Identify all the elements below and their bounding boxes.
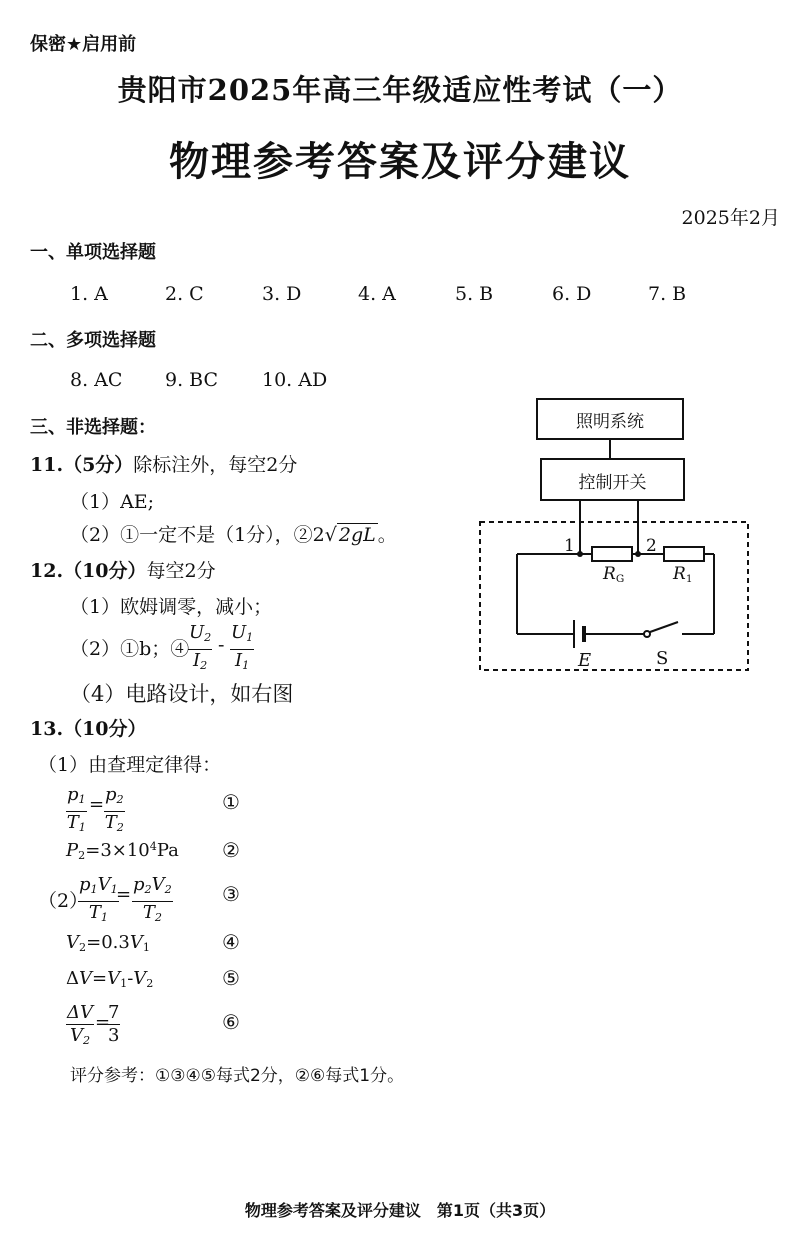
question-number: 13. xyxy=(30,718,64,740)
lighting-system-label: 照明系统 xyxy=(576,412,644,432)
eq-sub: 2 xyxy=(116,821,124,835)
battery-label: E xyxy=(578,650,592,671)
grading-note: 评分参考：①③④⑤每式2分，②⑥每式1分。 xyxy=(70,1066,405,1086)
resistor-r1 xyxy=(664,547,704,561)
resistor-symbol: R xyxy=(603,564,616,584)
dashed-boundary xyxy=(480,522,748,670)
question-score: （5分） xyxy=(63,454,134,476)
resistor-symbol: R xyxy=(673,564,686,584)
eq3-marker: ③ xyxy=(222,882,240,906)
q12-part1: （1）欧姆调零，减小； xyxy=(70,596,273,618)
q13-part1-intro: （1）由查理定律得： xyxy=(38,754,222,776)
eq-symbol: p xyxy=(105,784,117,805)
eq6-marker: ⑥ xyxy=(222,1010,240,1034)
eq-symbol: T xyxy=(142,902,155,924)
eq-text: Pa xyxy=(156,840,179,862)
frac-num: U xyxy=(189,622,205,643)
eq-sub: 1 xyxy=(78,793,86,807)
equals-sign: = xyxy=(95,1012,111,1033)
answer-item: 9. BC xyxy=(165,369,219,391)
question-score: （10分） xyxy=(63,560,147,582)
section-heading-single-choice: 一、单项选择题 xyxy=(30,242,156,263)
eq-sub: 2 xyxy=(154,911,162,925)
eq-number: 7 xyxy=(108,1002,120,1023)
frac-den-sub: 2 xyxy=(200,659,208,673)
q11-part1: （1）AE; xyxy=(70,491,155,513)
resistor-sub: 1 xyxy=(685,572,693,585)
eq-sub: 2 xyxy=(78,849,86,863)
eq-symbol: p xyxy=(133,874,145,895)
question-number: 12. xyxy=(30,560,64,582)
eq-symbol: V xyxy=(133,968,147,989)
eq-text: Δ xyxy=(66,968,79,989)
eq-sub: 1 xyxy=(142,941,150,955)
eq-sub: 2 xyxy=(164,883,172,897)
question-11-header xyxy=(30,450,297,477)
eq-symbol: P xyxy=(66,840,79,862)
eq-sub: 1 xyxy=(110,883,118,897)
eq2 xyxy=(66,840,179,862)
resistor-r1-label xyxy=(673,564,693,585)
eq-text: =0.3 xyxy=(86,932,130,953)
eq-sub: 2 xyxy=(116,793,124,807)
minus-sign: - xyxy=(218,634,225,656)
control-switch-label: 控制开关 xyxy=(578,473,647,493)
resistor-sub: G xyxy=(615,572,625,585)
answer-item: 6. D xyxy=(552,283,592,305)
eq1-rhs-fraction xyxy=(104,784,125,839)
eq-symbol: T xyxy=(88,902,101,924)
eq-sub: 1 xyxy=(120,977,128,991)
resistor-rg-label xyxy=(603,564,624,585)
eq-sub: 1 xyxy=(90,883,98,897)
question-12-header xyxy=(30,556,216,583)
eq-symbol: p xyxy=(79,874,91,895)
eq5-marker: ⑤ xyxy=(222,966,240,990)
eq-symbol: V xyxy=(129,932,143,953)
answer-item: 3. D xyxy=(262,283,302,305)
node-1-label: 1 xyxy=(564,536,575,556)
eq-sub: 1 xyxy=(100,911,108,925)
eq-number: 3 xyxy=(108,1025,120,1046)
frac-den-sub: 1 xyxy=(242,659,250,673)
node-2-dot xyxy=(635,551,641,557)
eq2-marker: ② xyxy=(222,838,240,862)
q12-part4: （4）电路设计，如右图 xyxy=(70,682,294,706)
eq-sup: 4 xyxy=(149,840,157,853)
eq4 xyxy=(66,932,150,954)
resistor-rg xyxy=(592,547,632,561)
equals-sign: = xyxy=(89,794,105,815)
eq-text: - xyxy=(127,968,134,989)
question-number: 11. xyxy=(30,454,64,476)
eq-symbol: V xyxy=(66,932,79,953)
fraction-u1-over-i1 xyxy=(230,622,254,677)
eq-sub: 1 xyxy=(78,821,86,835)
eq3-lhs-fraction xyxy=(78,874,119,929)
eq3-rhs-fraction xyxy=(132,874,173,929)
eq-symbol: p xyxy=(67,784,79,805)
section-heading-non-choice: 三、非选择题： xyxy=(30,417,156,438)
document-date: 2025年2月 xyxy=(681,207,780,229)
q11-part2 xyxy=(70,520,397,547)
eq-sub: 2 xyxy=(82,1034,91,1048)
frac-num-sub: 2 xyxy=(204,631,212,645)
eq-symbol: V xyxy=(69,1025,83,1046)
page-footer: 物理参考答案及评分建议 第1页（共3页） xyxy=(244,1201,556,1220)
document-title: 物理参考答案及评分建议 xyxy=(169,138,631,185)
section-heading-multiple-choice: 二、多项选择题 xyxy=(30,330,156,351)
answer-item: 8. AC xyxy=(70,369,123,391)
confidential-label: 保密★启用前 xyxy=(30,34,137,55)
eq-sub: 2 xyxy=(79,941,87,955)
question-note: 除标注外，每空2分 xyxy=(133,454,298,476)
equals-sign: = xyxy=(116,884,132,905)
fraction-u2-over-i2 xyxy=(188,622,212,677)
switch-contact xyxy=(644,631,650,637)
answer-item: 7. B xyxy=(648,283,687,305)
q11-part2-end: 。 xyxy=(377,524,397,546)
q12-part2-text: （2）①b；④ xyxy=(70,638,190,660)
eq-symbol: T xyxy=(66,812,79,834)
answer-item: 2. C xyxy=(165,283,204,305)
eq-symbol: V xyxy=(151,874,165,895)
eq-sub: 2 xyxy=(144,883,152,897)
eq-text: =3×10 xyxy=(85,840,150,862)
answer-item: 4. A xyxy=(358,283,396,305)
eq6-lhs-fraction xyxy=(66,1002,94,1052)
eq-text: = xyxy=(92,968,108,989)
switch-label: S xyxy=(656,648,669,669)
eq1-marker: ① xyxy=(222,790,240,814)
eq5 xyxy=(66,968,153,990)
eq4-marker: ④ xyxy=(222,930,240,954)
switch-blade xyxy=(650,622,678,632)
eq-symbol: V xyxy=(79,968,92,989)
frac-num-sub: 1 xyxy=(246,631,254,645)
q11-part2-text: （2）①一定不是（1分），②2 xyxy=(70,524,325,546)
answer-item: 5. B xyxy=(455,283,494,305)
eq-sub: 2 xyxy=(146,977,154,991)
frac-num: U xyxy=(231,622,247,643)
question-13-header xyxy=(30,714,147,741)
answer-item: 1. A xyxy=(70,283,108,305)
node-2-label: 2 xyxy=(646,536,657,556)
eq-symbol: ΔV xyxy=(67,1002,93,1023)
frac-den: I xyxy=(193,650,201,672)
eq-symbol: V xyxy=(97,874,111,895)
exam-title: 贵阳市2025年高三年级适应性考试（一） xyxy=(117,73,683,107)
radical-sign: √ xyxy=(324,524,337,546)
eq6-rhs-fraction xyxy=(107,1002,120,1047)
question-score: （10分） xyxy=(63,718,147,740)
question-note: 每空2分 xyxy=(146,560,216,582)
node-1-dot xyxy=(577,551,583,557)
eq1-lhs-fraction xyxy=(66,784,87,839)
radicand: 2gL xyxy=(338,524,376,546)
eq-symbol: T xyxy=(104,812,117,834)
frac-den: I xyxy=(235,650,243,672)
eq-symbol: V xyxy=(107,968,121,989)
answer-item: 10. AD xyxy=(262,369,328,391)
q13-part2-label: （2） xyxy=(38,890,89,912)
